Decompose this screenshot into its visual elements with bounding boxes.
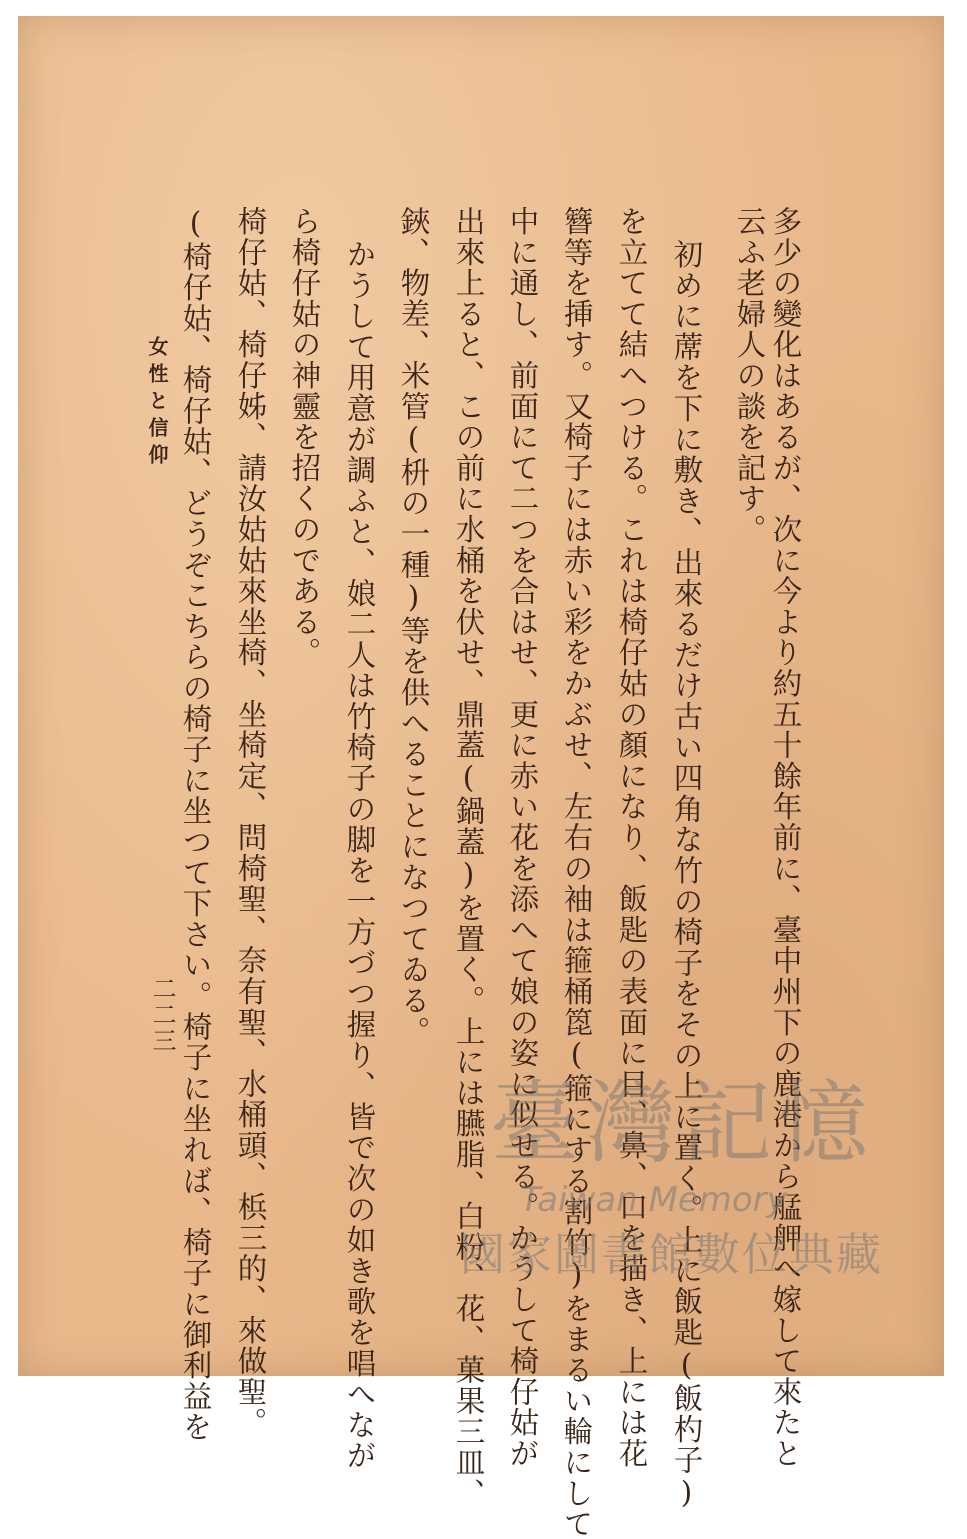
text-line: 簪等を挿す。又椅子には赤い彩をかぶせ、左右の袖は箍桶箆(箍にする割竹)をまるい輪にして <box>559 206 594 1539</box>
running-title: 女性と信仰 <box>145 336 169 471</box>
page-number: 二二三 <box>148 976 176 1054</box>
text-line: を立てて結へつける。これは椅仔姑の顏になり、飯匙の表面に目、鼻、口を描き、上には花 <box>614 206 649 1469</box>
text-line: ら椅仔姑の神靈を招くのである。 <box>287 206 322 668</box>
text-line: 出來上ると、この前に水桶を伏せ、鼎蓋(鍋蓋)を置く。上には臙脂、白粉、花、菓果三皿、 <box>451 206 486 1509</box>
text-line: 椅仔姑、椅仔姊、請汝姑姑來坐椅、坐椅定、問椅聖、奈有聖、水桶頭、梹三的、來做聖。 <box>233 206 268 1438</box>
text-line: 鋏、物差、米管(枡の一種)等を供へることになつてゐる。 <box>396 206 431 1047</box>
watermark <box>460 1050 940 1280</box>
text-line: (椅仔姑、椅仔姑、どうぞこちらの椅子に坐つて下さい。椅子に坐れば、椅子に御利益を <box>178 206 213 1443</box>
watermark-logo: 臺灣記憶 <box>490 1071 874 1176</box>
watermark-organization: 國家圖書館數位典藏 <box>460 1228 884 1281</box>
text-line: 中に通し、前面にて二つを合はせ、更に赤い花を添へて娘の姿に似せる。かうして椅仔姑が <box>505 206 540 1469</box>
text-line: かうして用意が調ふと、娘二人は竹椅子の脚を一方づつ握り、皆で次の如き歌を唱へなが <box>342 239 377 1471</box>
watermark-subtitle: Taiwan Memory <box>520 1180 787 1220</box>
text-line: 云ふ老婦人の談を記す。 <box>732 206 767 545</box>
text-line: 多少の變化はあるが、次に今より約五十餘年前に、臺中州下の鹿港から艋舺へ嫁して來たと <box>768 206 803 1469</box>
text-line: 初めに蓆を下に敷き、出來るだけ古い四角な竹の椅子をその上に置く。上に飯匙(飯杓子) <box>669 239 704 1511</box>
